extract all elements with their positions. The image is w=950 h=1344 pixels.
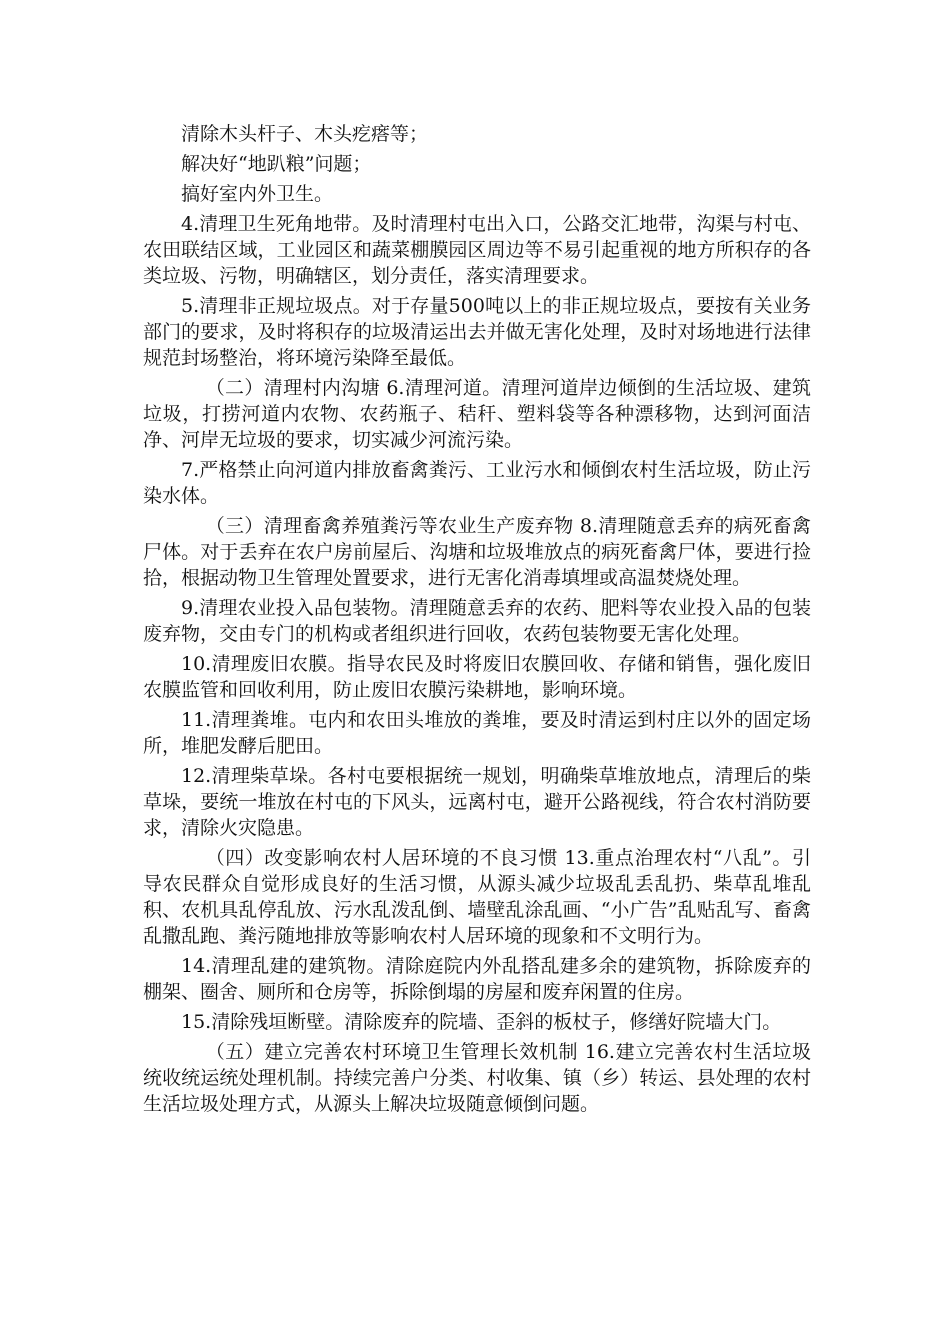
section-paragraph: （四）改变影响农村人居环境的不良习惯 13.重点治理农村“八乱”。引导农民群众自觉形成良好的生活习惯，从源头减少垃圾乱丢乱扔、柴草乱堆乱积、农机具乱停乱放、污水乱泼乱倒、墙壁乱涂乱画、“小广告”乱贴乱写、畜禽乱撒乱跑、粪污随地排放等影响农村人居环境的现象和不文明行为。	[143, 847, 811, 947]
paragraph: 9.清理农业投入品包装物。清理随意丢弃的农药、肥料等农业投入品的包装废弃物，交由专门的机构或者组织进行回收，农药包装物要无害化处理。	[143, 597, 811, 645]
document-body	[143, 121, 811, 1117]
paragraph: 4.清理卫生死角地带。及时清理村屯出入口，公路交汇地带，沟渠与村屯、农田联结区域，工业园区和蔬菜棚膜园区周边等不易引起重视的地方所积存的各类垃圾、污物，明确辖区，划分责任，落实清理要求。	[143, 213, 811, 287]
paragraph: 14.清理乱建的建筑物。清除庭院内外乱搭乱建多余的建筑物，拆除废弃的棚架、圈舍、厕所和仓房等，拆除倒塌的房屋和废弃闲置的住房。	[143, 955, 811, 1003]
paragraph: 清除木头杆子、木头疙瘩等；	[181, 123, 429, 145]
paragraph: 15.清除残垣断壁。清除废弃的院墙、歪斜的板杖子，修缮好院墙大门。	[181, 1011, 782, 1033]
paragraph: 解决好“地趴粮”问题；	[181, 153, 372, 175]
paragraph: 7.严格禁止向河道内排放畜禽粪污、工业污水和倾倒农村生活垃圾，防止污染水体。	[143, 459, 811, 507]
paragraph: 11.清理粪堆。屯内和农田头堆放的粪堆，要及时清运到村庄以外的固定场所，堆肥发酵后肥田。	[143, 709, 811, 757]
section-paragraph: （二）清理村内沟塘 6.清理河道。清理河道岸边倾倒的生活垃圾、建筑垃圾，打捞河道内农物、农药瓶子、秸秆、塑料袋等各种漂移物，达到河面洁净、河岸无垃圾的要求，切实减少河流污染。	[143, 377, 811, 451]
section-paragraph: （三）清理畜禽养殖粪污等农业生产废弃物 8.清理随意丢弃的病死畜禽尸体。对于丢弃在农户房前屋后、沟塘和垃圾堆放点的病死畜禽尸体，要进行捡拾，根据动物卫生管理处置要求，进行无害化消毒填埋或高温焚烧处理。	[143, 515, 811, 589]
paragraph: 搞好室内外卫生。	[181, 183, 334, 205]
paragraph: 5.清理非正规垃圾点。对于存量500吨以上的非正规垃圾点，要按有关业务部门的要求，及时将积存的垃圾清运出去并做无害化处理，及时对场地进行法律规范封场整治，将环境污染降至最低。	[143, 295, 811, 369]
section-paragraph: （五）建立完善农村环境卫生管理长效机制 16.建立完善农村生活垃圾统收统运统处理机制。持续完善户分类、村收集、镇（乡）转运、县处理的农村生活垃圾处理方式，从源头上解决垃圾随意倾倒问题。	[143, 1041, 811, 1115]
paragraph: 10.清理废旧农膜。指导农民及时将废旧农膜回收、存储和销售，强化废旧农膜监管和回收利用，防止废旧农膜污染耕地，影响环境。	[143, 653, 811, 701]
paragraph: 12.清理柴草垛。各村屯要根据统一规划，明确柴草堆放地点，清理后的柴草垛，要统一堆放在村屯的下风头，远离村屯，避开公路视线，符合农村消防要求，清除火灾隐患。	[143, 765, 811, 839]
